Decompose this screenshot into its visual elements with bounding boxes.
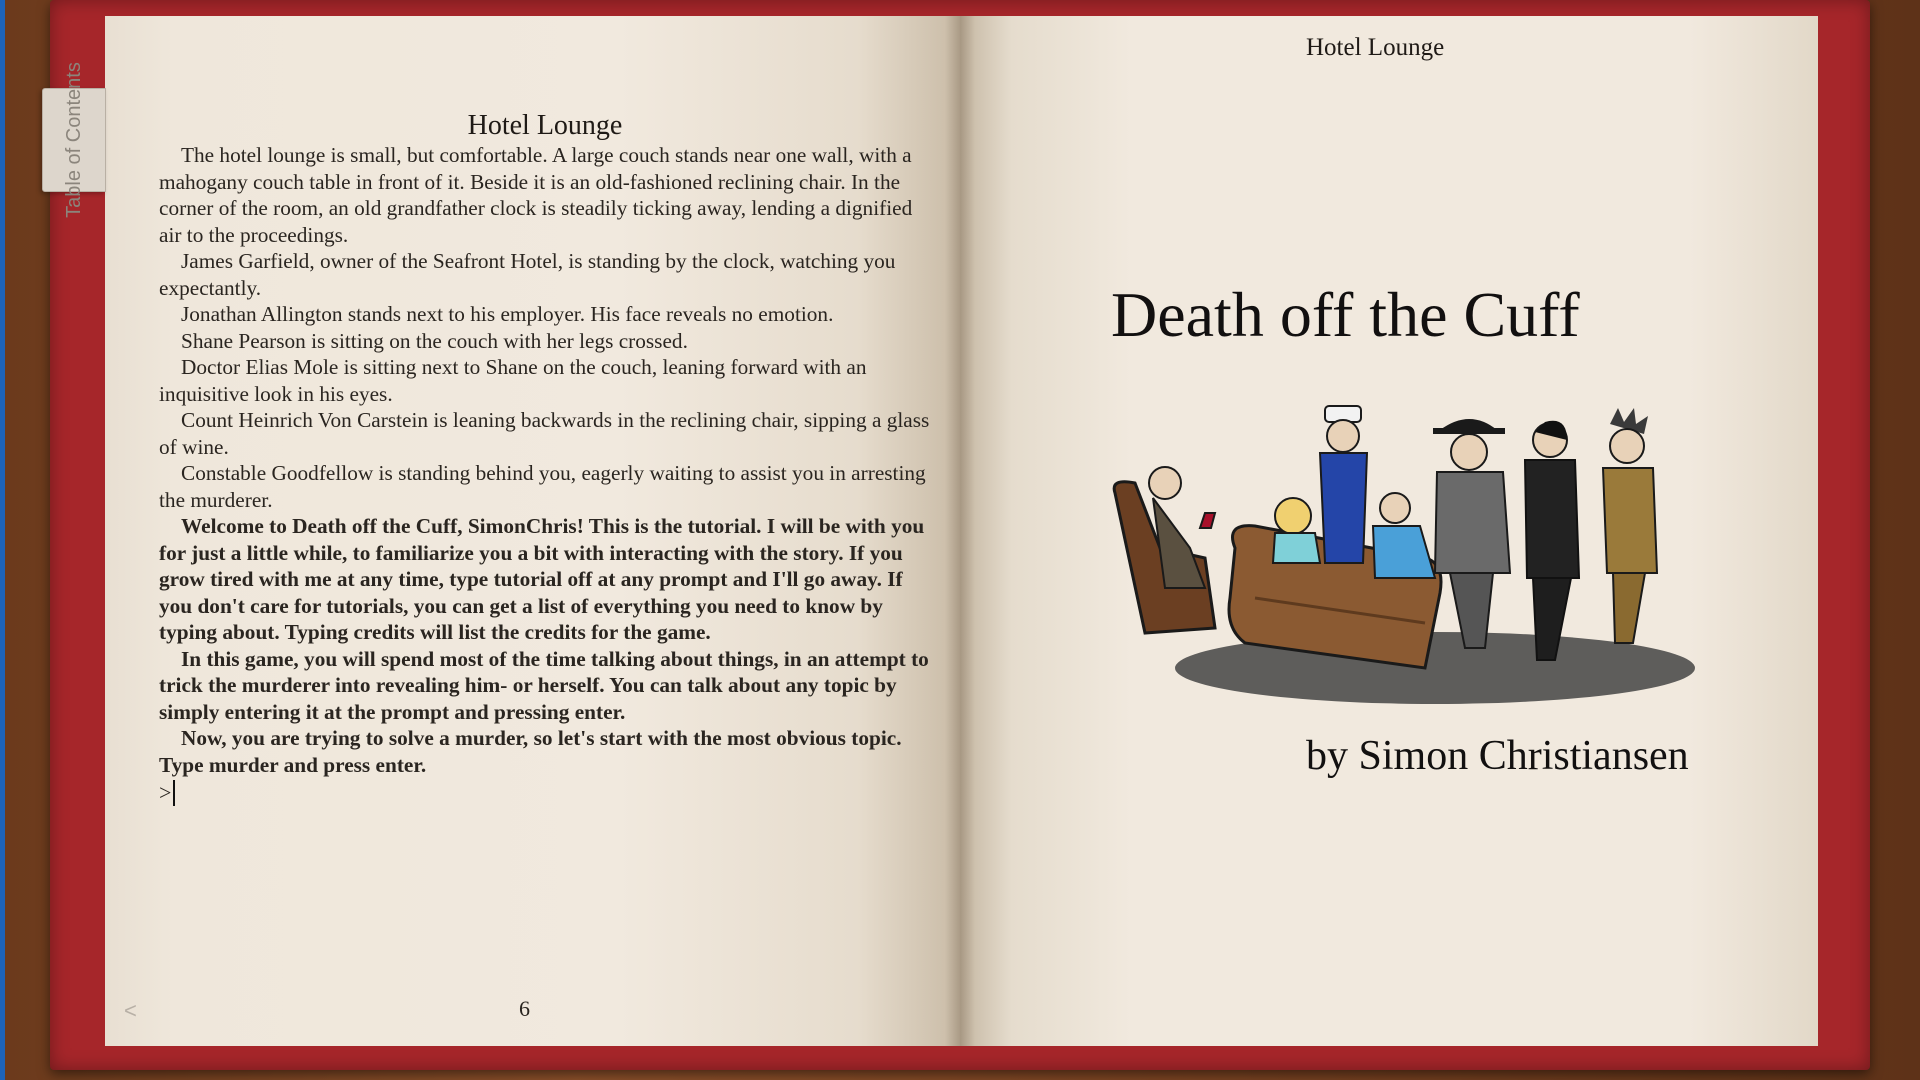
- previous-page-button[interactable]: <: [124, 998, 137, 1023]
- table-of-contents-tab[interactable]: [42, 62, 106, 218]
- story-paragraph: Count Heinrich Von Carstein is leaning backwards in the reclining chair, sipping a glass of wine.: [159, 408, 930, 459]
- page-number: 6: [519, 996, 530, 1021]
- story-paragraph: Jonathan Allington stands next to his employer. His face reveals no emotion.: [181, 302, 834, 326]
- story-paragraph: James Garfield, owner of the Seafront Hotel, is standing by the clock, watching you expectantly.: [159, 249, 896, 300]
- game-title: Death off the Cuff: [1111, 279, 1580, 350]
- location-heading: Hotel Lounge: [467, 110, 623, 141]
- tutorial-paragraph: Now, you are trying to solve a murder, so let's start with the most obvious topic. Type murder and press enter.: [159, 726, 902, 777]
- tutorial-paragraph: In this game, you will spend most of the time talking about things, in an attempt to trick the murderer into revealing him- or herself. You can talk about any topic by simply entering it at the prompt and pressing enter.: [159, 646, 929, 724]
- author-byline: by Simon Christiansen: [1306, 733, 1689, 779]
- story-text: [159, 110, 931, 806]
- characters-illustration: [1105, 398, 1725, 718]
- right-page-header: Hotel Lounge: [1306, 34, 1445, 61]
- table-of-contents-label: Table of Contents: [63, 62, 85, 218]
- desktop-edge: [0, 0, 5, 1080]
- book-spine: [945, 16, 975, 1046]
- prompt-symbol: >: [159, 780, 172, 805]
- story-paragraph: Shane Pearson is sitting on the couch with her legs crossed.: [181, 328, 688, 353]
- story-paragraph: Doctor Elias Mole is sitting next to Shane on the couch, leaning forward with an inquisitive look in his eyes.: [159, 355, 867, 406]
- command-prompt[interactable]: [159, 780, 931, 806]
- story-paragraph: Constable Goodfellow is standing behind you, eagerly waiting to assist you in arresting the murderer.: [159, 461, 926, 512]
- text-cursor: [173, 780, 175, 806]
- tutorial-paragraph: Welcome to Death off the Cuff, SimonChris! This is the tutorial. I will be with you for just a little while, to familiarize you a bit with interacting with the story. If you grow tired with me at any time, type tutorial off at any prompt and I'll go away. If you don't care for tutorials, you can get a list of everything you need to know by typing about. Typing credits will list the credits for the game.: [159, 514, 925, 644]
- story-paragraph: The hotel lounge is small, but comfortable. A large couch stands near one wall, with a mahogany couch table in front of it. Beside it is an old-fashioned reclining chair. In the corner of the room, an old grandfather clock is steadily ticking away, lending a dignified air to the proceedings.: [159, 143, 913, 247]
